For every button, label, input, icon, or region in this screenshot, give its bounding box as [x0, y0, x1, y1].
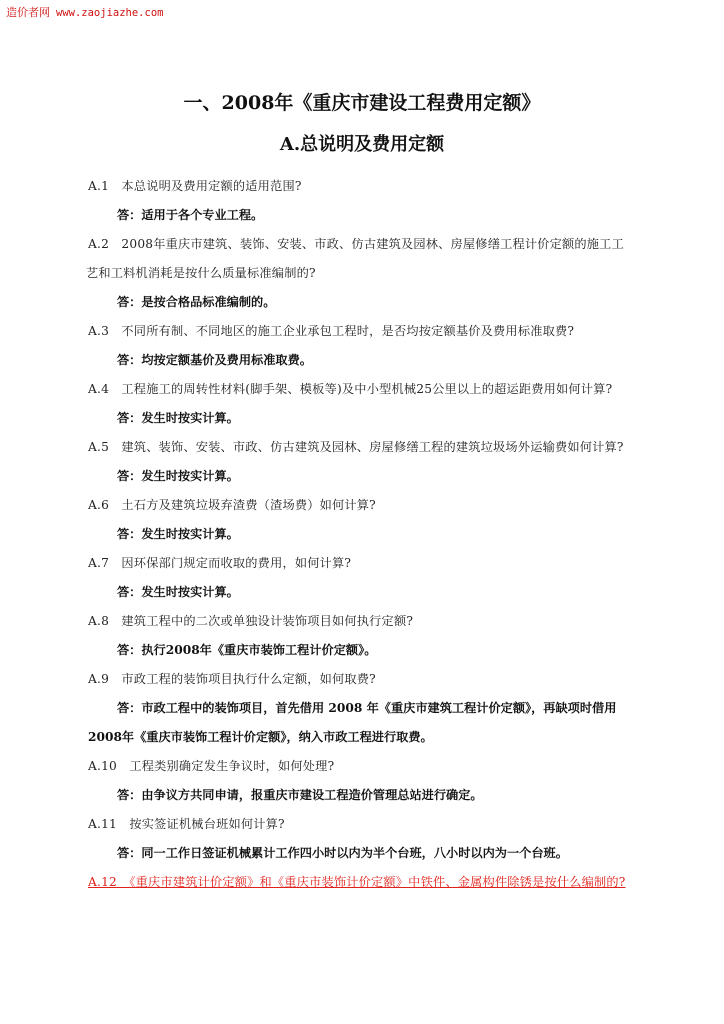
answer-a10: 答：由争议方共同申请，报重庆市建设工程造价管理总站进行确定。 — [117, 788, 483, 802]
answer-a2: 答：是按合格品标准编制的。 — [117, 295, 276, 309]
question-a2: A.2 2008年重庆市建筑、装饰、安装、市政、仿古建筑及园林、房屋修缮工程计价定额的施工工 — [88, 237, 624, 251]
page-title: 一、2008年《重庆市建设工程费用定额》 — [183, 92, 541, 114]
question-a7: A.7 因环保部门规定而收取的费用，如何计算? — [88, 556, 352, 570]
question-a10: A.10 工程类别确定发生争议时，如何处理? — [88, 759, 335, 773]
question-a3: A.3 不同所有制、不同地区的施工企业承包工程时，是否均按定额基价及费用标准取费? — [88, 324, 575, 338]
question-a11: A.11 按实签证机械台班如何计算? — [88, 817, 285, 831]
qa-content — [88, 172, 648, 897]
question-a4: A.4 工程施工的周转性材料(脚手架、模板等)及中小型机械25公里以上的超运距费用如何计算? — [88, 382, 613, 396]
watermark-name: 造价者网 — [6, 6, 50, 19]
answer-a6: 答：发生时按实计算。 — [117, 527, 239, 541]
question-a9: A.9 市政工程的装饰项目执行什么定额，如何取费? — [88, 672, 376, 686]
answer-a4: 答：发生时按实计算。 — [117, 411, 239, 425]
answer-a7: 答：发生时按实计算。 — [117, 585, 239, 599]
answer-a8: 答：执行2008年《重庆市装饰工程计价定额》。 — [117, 643, 377, 657]
question-a5: A.5 建筑、装饰、安装、市政、仿古建筑及园林、房屋修缮工程的建筑垃圾场外运输费如何计算? — [88, 440, 624, 454]
answer-a11: 答：同一工作日签证机械累计工作四小时以内为半个台班，八小时以内为一个台班。 — [117, 846, 568, 860]
watermark — [6, 4, 163, 20]
question-a1: A.1 本总说明及费用定额的适用范围? — [88, 179, 302, 193]
question-a8: A.8 建筑工程中的二次或单独设计装饰项目如何执行定额? — [88, 614, 414, 628]
answer-a3: 答：均按定额基价及费用标准取费。 — [117, 353, 312, 367]
answer-a9: 答：市政工程中的装饰项目，首先借用 2008 年《重庆市建筑工程计价定额》，再缺项时借用 — [117, 701, 617, 715]
watermark-site[interactable]: www.zaojiazhe.com — [56, 7, 164, 19]
section-title: A.总说明及费用定额 — [279, 134, 445, 155]
question-a6: A.6 土石方及建筑垃圾弃渣费（渣场费）如何计算? — [88, 498, 376, 512]
question-a12-link[interactable]: A.12 《重庆市建筑计价定额》和《重庆市装饰计价定额》中铁件、金属构件除锈是按什么编制的? — [88, 875, 626, 889]
answer-a9-continued: 2008年《重庆市装饰工程计价定额》，纳入市政工程进行取费。 — [88, 730, 433, 744]
answer-a5: 答：发生时按实计算。 — [117, 469, 239, 483]
question-a2-continued: 艺和工料机消耗是按什么质量标准编制的? — [86, 266, 316, 280]
answer-a1: 答：适用于各个专业工程。 — [117, 208, 264, 222]
